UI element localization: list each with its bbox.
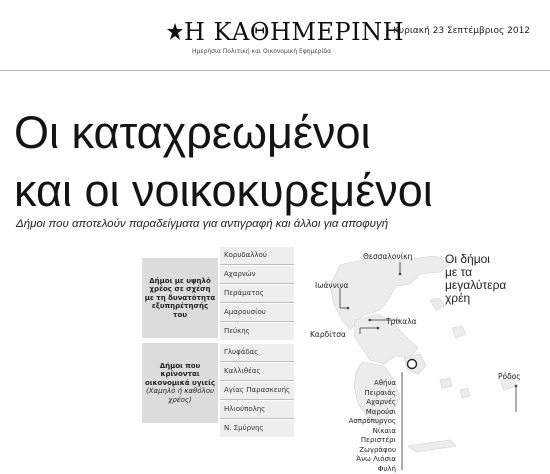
- list-item: Ζωγράφου: [359, 445, 396, 454]
- group-healthy: [142, 343, 218, 423]
- list-item: Αχαρνών: [220, 266, 294, 283]
- list-item: Ν. Σμύρνης: [220, 420, 294, 437]
- list-item: Μαρούσι: [365, 407, 396, 416]
- group-healthy-title: Δήμοι που κρίνονται οικονομικά υγιείς: [145, 361, 215, 387]
- divider: [220, 418, 294, 419]
- list-item: Αγίας Παρασκευής: [220, 382, 294, 399]
- divider: [220, 283, 294, 284]
- list-item: Άνω Λιόσια: [356, 455, 396, 463]
- map-title: [445, 253, 506, 305]
- logo-emblem-icon: [164, 21, 186, 45]
- list-item: Κορυδαλλού: [220, 247, 294, 264]
- article-subtitle: Δήμοι που αποτελούν παραδείγματα για αντιγραφή και άλλοι για αποφυγή: [16, 218, 389, 230]
- divider: [220, 380, 294, 381]
- divider: [220, 361, 294, 362]
- list-item: Πεύκης: [220, 323, 294, 340]
- map-title-line: Οι δήμοι: [445, 252, 490, 266]
- list-item: Γλυφάδας: [220, 344, 294, 361]
- map-title-line: χρέη: [445, 291, 471, 305]
- list-item: Πειραιάς: [364, 388, 396, 397]
- map-label-trikala: Τρίκαλα: [386, 317, 417, 326]
- divider: [220, 302, 294, 303]
- list-item: Αχαρνές: [366, 398, 396, 406]
- list-item: Περιστέρι: [360, 436, 396, 444]
- map-label-ioannina: Ιωάννινα: [315, 281, 349, 290]
- divider: [220, 321, 294, 322]
- list-item: Καλλιθέας: [220, 363, 294, 380]
- list-item: Ασπρόπυργος: [348, 417, 396, 425]
- map-title-line: με τα: [445, 265, 473, 279]
- list-item: Περάματος: [220, 285, 294, 302]
- headline-line-1: Οι καταχρεωμένοι: [14, 107, 371, 158]
- headline-line-2: και οι νοικοκυρεμένοι: [14, 165, 433, 216]
- map-label-rhodes: Ρόδος: [498, 372, 521, 381]
- masthead: [0, 0, 550, 70]
- map-title-line: μεγαλύτερα: [445, 278, 507, 292]
- list-item: Ηλιούπολης: [220, 401, 294, 418]
- list-item: Αμαρουσίου: [220, 304, 294, 321]
- map-label-karditsa: Καρδίτσα: [310, 330, 346, 339]
- newspaper-logo: [164, 18, 405, 60]
- divider: [220, 264, 294, 265]
- list-item: Αθήνα: [373, 379, 396, 387]
- map-label-thessaloniki: Θεσσαλονίκη: [363, 252, 413, 261]
- group-healthy-note: (Χαμηλό ή καθόλου χρέος): [145, 387, 215, 404]
- athens-area-list: [336, 379, 396, 474]
- group-high-debt-title: Δήμοι με υψηλό χρέος σε σχέση με τη δυνατότητα εξυπηρέτησής του: [144, 276, 216, 319]
- masthead-rule: [0, 70, 550, 71]
- list-item: Νίκαια: [372, 426, 396, 435]
- group-high-debt: [142, 258, 218, 338]
- list-item: Φυλή: [377, 464, 396, 473]
- issue-date: Κυριακή 23 Σεπτέμβριος 2012: [393, 26, 531, 36]
- logo-text: Η ΚΑΘΗΜΕΡΙΝΗ: [184, 18, 405, 46]
- logo-tagline: Ημερήσια Πολιτική και Οικονομική Εφημερίδα: [192, 48, 332, 55]
- divider: [220, 399, 294, 400]
